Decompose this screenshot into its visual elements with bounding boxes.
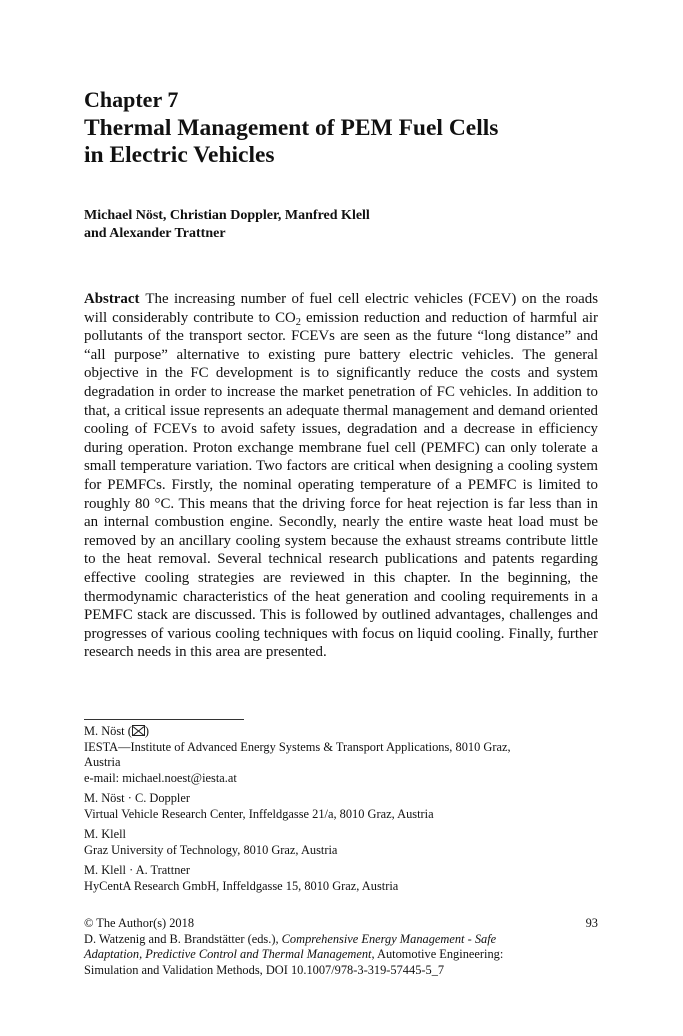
author-names: M. Klell — [84, 827, 126, 841]
affiliation-group — [84, 827, 604, 858]
book-title: Comprehensive Energy Management - Safe — [281, 931, 497, 946]
author-name: M. Nöst ( — [84, 724, 132, 738]
series: , Automotive Engineering: — [371, 947, 504, 961]
doi-line[interactable]: Simulation and Validation Methods, DOI 10.1007/978-3-319-57445-5_7 — [84, 962, 445, 977]
affiliation-group — [84, 791, 604, 822]
chapter-label: Chapter 7 — [84, 87, 179, 112]
affiliation: HyCentA Research GmbH, Inffeldgasse 15, 8010 Graz, Austria — [84, 878, 399, 893]
chapter-title-line1: Thermal Management of PEM Fuel Cells — [84, 115, 499, 141]
abstract-text-a: The increasing number of fuel cell electric vehicles (FCEV) on the roads will considerably contribute to CO — [84, 291, 598, 326]
affiliation-group — [84, 724, 604, 786]
copyright-line: © The Author(s) 2018 — [84, 916, 195, 930]
author-list — [84, 207, 370, 243]
footnote-divider — [84, 719, 244, 720]
author-names: M. Klell · A. Trattner — [84, 863, 191, 877]
abstract — [84, 290, 598, 662]
book-title-cont: Adaptation, Predictive Control and Thermal Management — [84, 947, 372, 961]
paren: ) — [144, 724, 149, 738]
envelope-icon[interactable] — [132, 725, 145, 736]
affiliation-cont: Austria — [84, 755, 121, 769]
chapter-title-line2: in Electric Vehicles — [84, 142, 275, 168]
chapter-title — [84, 115, 498, 169]
author-names: M. Nöst · C. Doppler — [84, 791, 191, 805]
affiliation: Graz University of Technology, 8010 Graz, Austria — [84, 842, 338, 857]
editors: D. Watzenig and B. Brandstätter (eds.), — [84, 931, 282, 946]
abstract-label: Abstract — [84, 291, 140, 307]
affiliations — [84, 724, 604, 899]
citation-line2 — [84, 947, 598, 963]
page-number: 93 — [585, 916, 598, 930]
affiliation: Virtual Vehicle Research Center, Inffeldgasse 21/a, 8010 Graz, Austria — [84, 806, 434, 821]
citation — [84, 932, 598, 948]
authors-line2: and Alexander Trattner — [84, 226, 226, 241]
copyright-block — [84, 916, 598, 978]
abstract-text-b: emission reduction and reduction of harmful air pollutants of the transport sector. FCEVs are seen as the future “long distance” and “all purpose” alternative to existing pure battery electric vehicles. The general objective in the FC development is to significantly reduce the costs and system degradation in order to increase the market penetration of FC vehicles. In addition to that, a critical issue represents an adequate thermal management and demand oriented cooling of FCEVs to avoid safety issues, degradation and a decrease in efficiency during operation. Proton exchange membrane fuel cell (PEMFC) can only tolerate a small temperature variation. Two factors are critical when designing a cooling system for PEMFCs. Firstly, the nominal operating temperature of a PEMFC is limited to roughly 80 °C. This means that the driving force for heat rejection is far less than in an internal combustion engine. Secondly, nearly the entire waste heat load must be removed by an ancillary cooling system because the exhaust streams contribute little to the heat removal. Several technical research publications and patents regarding effective cooling strategies are reviewed in this chapter. In the beginning, the thermodynamic characteristics of the heat generation and cooling requirements in a PEMFC stack are discussed. This is followed by outlined advantages, challenges and progresses of various cooling techniques with focus on liquid cooling. Finally, further research needs in this area are presented. — [84, 309, 598, 661]
affiliation: IESTA—Institute of Advanced Energy Systems & Transport Applications, 8010 Graz, — [84, 739, 511, 754]
corresponding-author — [84, 724, 604, 740]
email[interactable]: e-mail: michael.noest@iesta.at — [84, 770, 237, 785]
authors-line1: Michael Nöst, Christian Doppler, Manfred Klell — [84, 208, 370, 223]
subscript: 2 — [295, 316, 301, 328]
affiliation-group — [84, 863, 604, 894]
